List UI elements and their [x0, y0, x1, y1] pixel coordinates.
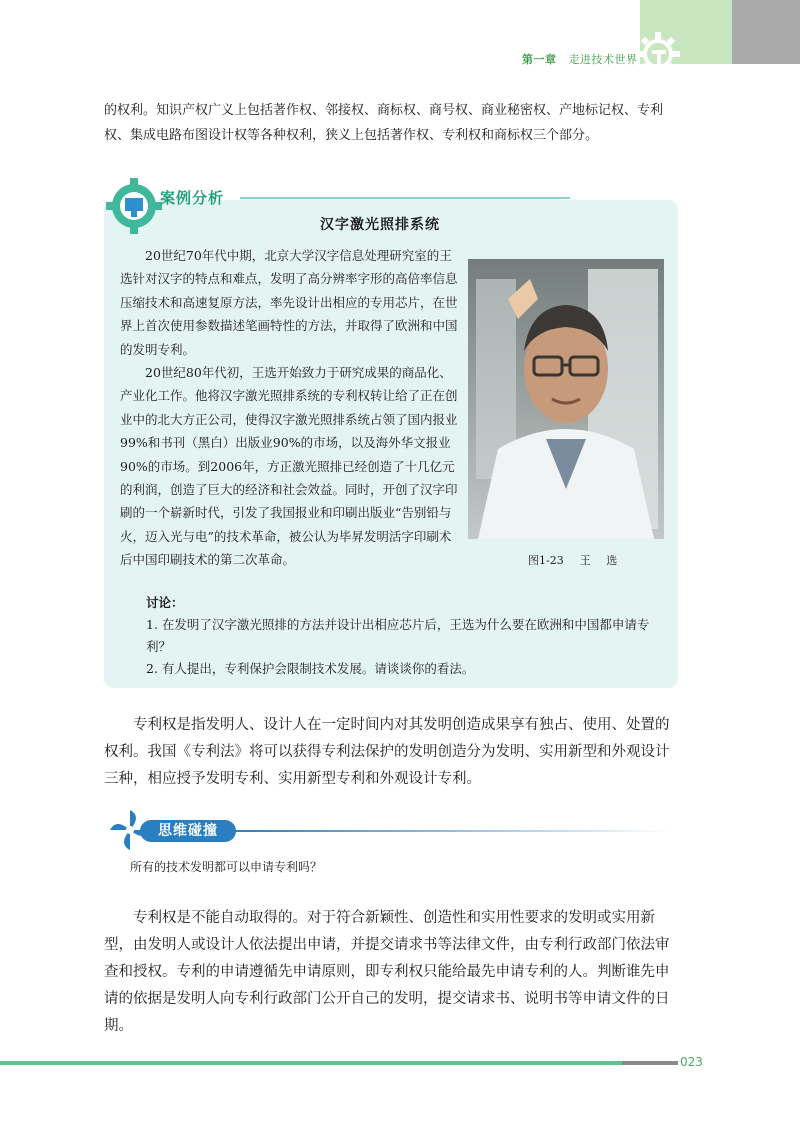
think-question: 所有的技术发明都可以申请专利吗？: [130, 860, 323, 874]
header-gray-block: [732, 0, 800, 64]
discussion-item-1: 1. 在发明了汉字激光照排的方法并设计出相应芯片后，王选为什么要在欧洲和中国都申请专利？: [146, 617, 650, 654]
case-paragraph-2: 20世纪80年代初，王选开始致力于研究成果的商品化、产业化工作。他将汉字激光照排系统的专利权转让给了正在创业中的北大方正公司，使得汉字激光照排系统占领了国内报业99%和书刊（黑白）出版业90%的市场，以及海外华文报业90%的市场。到2006年，方正激光照排已经创造了十几亿元的利润，创造了巨大的经济和社会效益。同时，开创了汉字印刷的一个崭新时代，引发了我国报业和印刷出版业“告别铅与火，迈入光与电”的技术革命，被公认为毕昇发明活字印刷术后中国印刷技术的第二次革命。: [120, 365, 458, 568]
patent-application-text: 专利权是不能自动取得的。对于符合新颖性、创造性和实用性要求的发明或实用新型，由发明人或设计人依法提出申请，并提交请求书等法律文件，由专利行政部门依法审查和授权。专利的申请遵循先申请原则，即专利权只能给最先申请专利的人。判断谁先申请的依据是发明人向专利行政部门公开自己的发明，提交请求书、说明书等申请文件的日期。: [104, 910, 670, 1034]
intro-paragraph: 的权利。知识产权广义上包括著作权、邻接权、商标权、商号权、商业秘密权、产地标记权、专利权、集成电路布图设计权等各种权利，狭义上包括著作权、专利权和商标权三个部分。: [104, 103, 664, 143]
case-body: [120, 244, 460, 572]
think-label-line: [230, 830, 670, 832]
case-title: 汉字激光照排系统: [320, 217, 440, 233]
page-number: 023: [680, 1055, 703, 1069]
think-collision-label: 思维碰撞: [140, 820, 236, 842]
figure-number: 图1-23: [528, 554, 564, 567]
gear-icon: [634, 30, 682, 78]
footer-green-bar: [0, 1061, 622, 1065]
case-analysis-label: 案例分析: [160, 189, 225, 207]
running-header: [522, 51, 638, 67]
footer-gray-bar: [622, 1061, 678, 1065]
chapter-title: 走进技术世界: [568, 53, 638, 66]
patent-definition-paragraph: [104, 712, 676, 793]
portrait-photo: [468, 259, 664, 539]
discussion-item-2: 2. 有人提出，专利保护会限制技术发展。请谈谈你的看法。: [146, 661, 475, 676]
case-label-line: [240, 197, 570, 199]
chapter-number: 第一章: [522, 53, 557, 66]
figure-caption: [528, 552, 623, 568]
case-analysis-gear-icon: [106, 178, 162, 234]
case-paragraph-1: 20世纪70年代中期，北京大学汉字信息处理研究室的王选针对汉字的特点和难点，发明了高分辨率字形的高倍率信息压缩技术和高速复原方法，率先设计出相应的专用芯片，在世界上首次使用参数描述笔画特性的方法，并取得了欧洲和中国的发明专利。: [120, 248, 458, 357]
discussion: [146, 592, 666, 680]
figure-caption-text: 王 选: [579, 554, 624, 567]
patent-definition-text: 专利权是指发明人、设计人在一定时间内对其发明创造成果享有独占、使用、处置的权利。我国《专利法》将可以获得专利法保护的发明创造分为发明、实用新型和外观设计三种，相应授予发明专利、实用新型专利和外观设计专利。: [104, 717, 670, 787]
patent-application-paragraph: [104, 905, 676, 1040]
portrait-illustration: [468, 259, 664, 539]
discussion-label: 讨论：: [146, 595, 184, 610]
